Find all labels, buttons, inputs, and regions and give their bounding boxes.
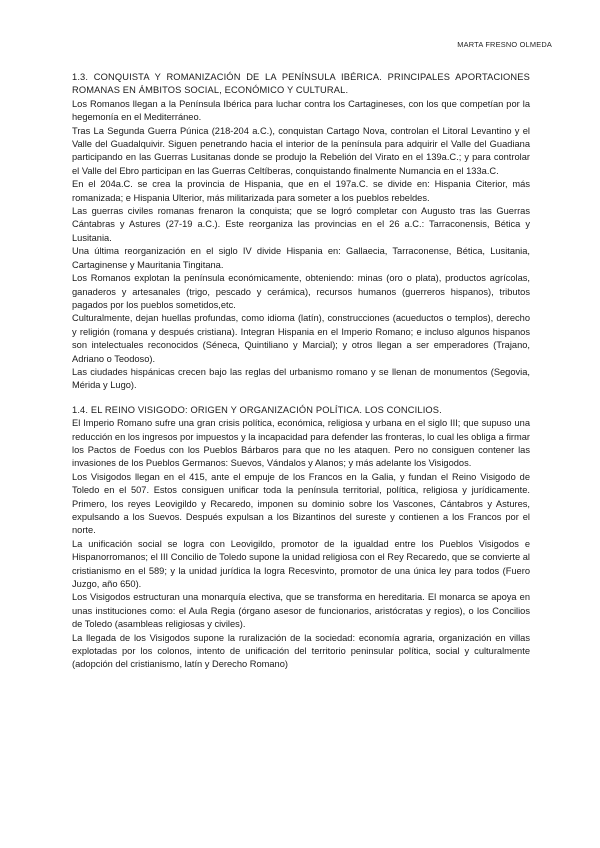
- author-header: MARTA FRESNO OLMEDA: [457, 40, 552, 49]
- paragraph: Los Visigodos estructuran una monarquía electiva, que se transforma en hereditaria. El monarca se apoya en unas instituciones como: el Aula Regia (órgano asesor de funcionarios, aristócratas y regios), o los Concilios de Toledo (asambleas religiosas y civiles).: [72, 592, 530, 630]
- paragraph: La unificación social se logra con Leovigildo, promotor de la igualdad entre los Pueblos Visigodos e Hispanorromanos; el III Concilio de Toledo supone la unidad religiosa con el Rey Recaredo, que se convierte al cristianismo en el 589; y la unidad jurídica la logra Recesvinto, promotor de una única ley para todos (Fuero Juzgo, año 650).: [72, 538, 530, 590]
- paragraph: Las guerras civiles romanas frenaron la conquista; que se logró completar con Augusto tras las Guerras Cántabras y Astures (27-19 a.C.). Este reorganiza las provincias en el 26 a.C.: Tarraconensis, Bética y Lusitania.: [72, 206, 530, 243]
- paragraph: En el 204a.C. se crea la provincia de Hispania, que en el 197a.C. se divide en: Hispania Citerior, más romanizada; e Hispania Ulterior, más militarizada para someter a los pueblos rebeldes.: [72, 179, 530, 203]
- paragraph: Los Romanos explotan la península económicamente, obteniendo: minas (oro o plata), productos agrícolas, ganaderos y artesanales (trigo, pescado y cerámica), recursos humanos (guerreros hispanos), tributos pagados por los pueblos sometidos,etc.: [72, 273, 530, 310]
- paragraph: Tras La Segunda Guerra Púnica (218-204 a.C.), conquistan Cartago Nova, controlan el Litoral Levantino y el Valle del Guadalquivir. Siguen penetrando hacia el interior de la península para adquirir el Valle del Guadiana participando en las Guerras Lusitanas donde se produjo la Rebelión del Virato en el 139a.C.; y para controlar el Valle del Ebro participan en las Guerras Celtíberas, conquistando finalmente Numancia en el 133a.C.: [72, 125, 530, 176]
- section-heading: 1.4. EL REINO VISIGODO: ORIGEN Y ORGANIZACIÓN POLÍTICA. LOS CONCILIOS.: [72, 404, 442, 415]
- section-spacer: [72, 393, 530, 404]
- section-conquista-romanizacion: [72, 71, 530, 393]
- paragraph: Culturalmente, dejan huellas profundas, como idioma (latín), construcciones (acueductos o templos), derecho y religión (romana y después cristiana). Integran Hispania en el Imperio Romano; e incluso algunos hispanos son intelectuales reconocidos (Séneca, Quintiliano y Marcial); y otros llegan a ser emperadores (Trajano, Adriano o Teodoso).: [72, 313, 530, 364]
- paragraph: Los Visigodos llegan en el 415, ante el empuje de los Francos en la Galia, y fundan el Reino Visigodo de Toledo en el 507. Estos consiguen unificar toda la península territorial, política, religiosa y jurídicamente. Primero, los reyes Leovigildo y Recaredo, imponen su dominio sobre los Vascones, Cántabros y Astures, expulsando a los Suevos. Después expulsan a los Bizantinos del sureste y contienen a los Francos por el norte.: [72, 471, 530, 536]
- section-heading: 1.3. CONQUISTA Y ROMANIZACIÓN DE LA PENÍNSULA IBÉRICA. PRINCIPALES APORTACIONES ROMANAS EN ÁMBITOS SOCIAL, ECONÓMICO Y CULTURAL.: [72, 72, 530, 96]
- paragraph: Una última reorganización en el siglo IV divide Hispania en: Gallaecia, Tarraconense, Bética, Lusitania, Cartaginense y Mauritania Tingitana.: [72, 246, 530, 270]
- paragraph: La llegada de los Visigodos supone la ruralización de la sociedad: economía agraria, organización en villas explotadas por los colonos, intento de unificación del territorio peninsular política, social y culturalmente (adopción del cristianismo, latín y Derecho Romano): [72, 632, 530, 670]
- paragraph: El Imperio Romano sufre una gran crisis política, económica, religiosa y urbana en el siglo III; que supuso una reducción en los ingresos por impuestos y la incapacidad para defender las fronteras, lo cual les obliga a firmar los Pactos de Foedus con los Pueblos Bárbaros para que no les ataquen. Pero no consiguen contener las invasiones de los Pueblos Germanos: Suevos, Vándalos y Alanos; y más adelante los Visigodos.: [72, 418, 530, 469]
- paragraph: Las ciudades hispánicas crecen bajo las reglas del urbanismo romano y se llenan de monumentos (Segovia, Mérida y Lugo).: [72, 366, 530, 391]
- document-body: [72, 71, 530, 672]
- section-reino-visigodo: [72, 404, 530, 672]
- paragraph: Los Romanos llegan a la Península Ibérica para luchar contra los Cartagineses, con los que competían por la hegemonía en el Mediterráneo.: [72, 98, 530, 123]
